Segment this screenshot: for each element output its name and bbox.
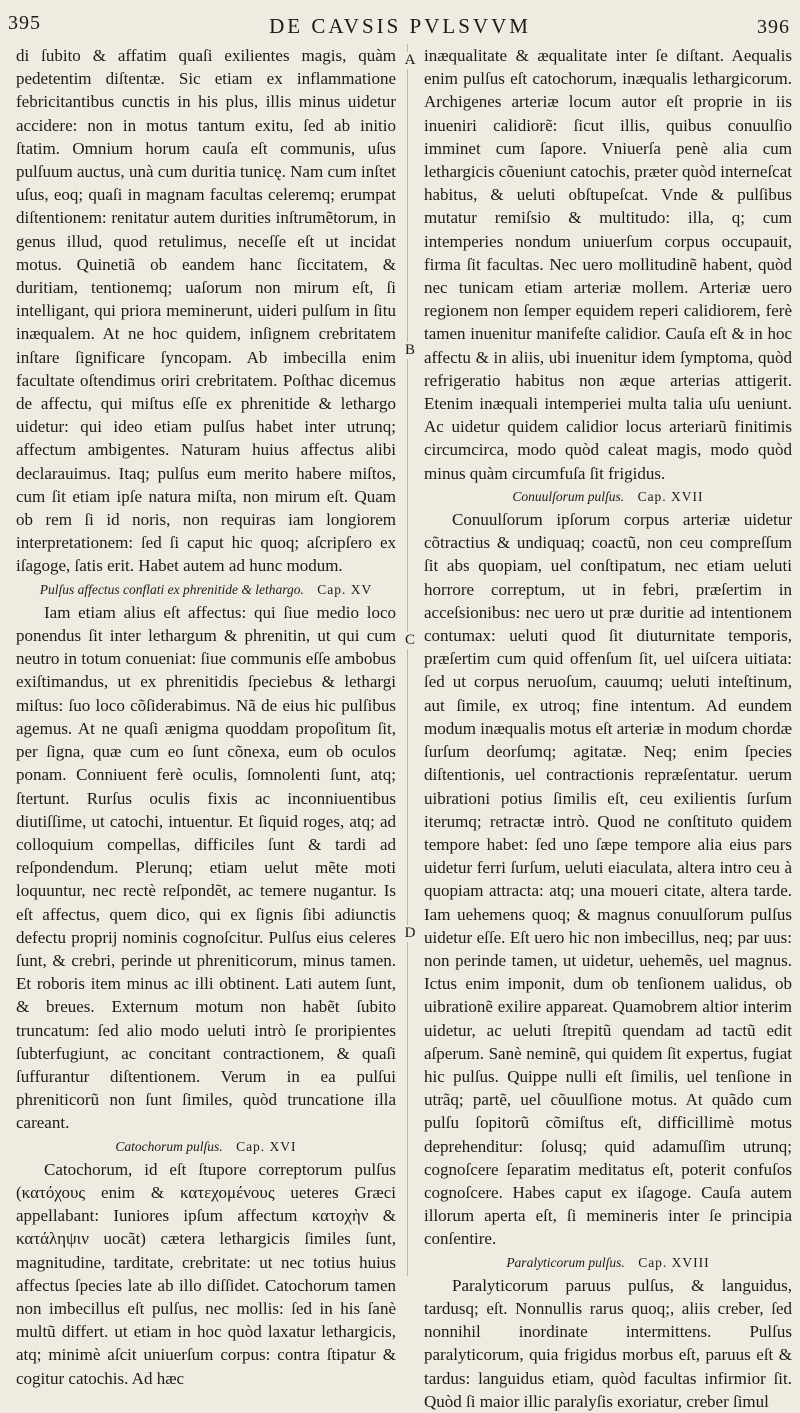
paragraph: Iam etiam alius eſt affectus: qui ſiue medio loco ponendus ſit inter lethargum & phrenitin, ut qui cum neutro in totum conueniat: ſiue communis eſſe ambobus exiſtimandus, ut ex phrenitidis ſpeciebus & lethargi miſtus: ſuo loco cõſiderabimus. Nã de eius hic pulſibus agemus. At ne quaſi ænigma quoddam propoſitum ſit, per ſigna, quæ cum eo ſunt cõnexa, eum ob oculos ponam. Conniuent ferè oculis, ſomnolenti ſunt, atq; ſtertunt. Rurſus oculis fixis ac inconniuentibus diutiſſime, ut catochi, intuentur. Et ſiquid roges, atq; ad colloquium compellas, difficiles ſunt & tardi ad reſpondendum. Plerunq; etiam uelut mẽte moti loquuntur, nec rectè reſpondẽt, ac temere nugantur. Is eſt affectus, quem dico, qui ex ſignis ſibi adiunctis defectu proprij nominis cognoſcitur. Pulſus eius celeres ſunt, & crebri, perinde ut phreniticorum, minus tamen. Et roboris item minus ac illi obtinent. Lati autem ſunt, & breues. Externum motum non habẽt ſubito truncatum: ſed alio modo ueluti intrò ſe proripientes ſubterfugiunt, ac concitant contractionem, & quaſi ſuffurantur diſtentionem. Verum in ea pulſui phreniticorũ non ſunt ſimiles, quòd truncatione illa careant. (16, 602, 396, 1133)
paragraph: Conuulſorum ipſorum corpus arteriæ uidetur cõtractius & undiquaq; coactũ, non ceu compreſſum ſit abs quopiam, uel conſtipatum, nec etiam ueluti horrore correptum, ut in febri, præſertim in acceſsionibus: nec uero ut præ duritie ad intentionem contumax: ueluti quod ſit diuturnitate temporis, præſertim cum quid offenſum ſit, uel uiſcera uitiata: ſed ut corpus neruoſum, cauumq; ueluti inteſtinum, aut ſimile, ex utroq; fine intentum. Ad eundem modum inæqualis motus eſt arteriæ in modum chordæ ſurſum deorſumq; agitatæ. Neq; enim ſpecies diſtentionis, uel contractionis repræſentatur. uerum uibrationi potius ſimilis eſt, ceu exilientis ſurſum iterumq; retractæ intrò. Quod ne conſtituto quidem tempore habet: ſed uno ſæpe tempore alia eius pars uidetur ferri ſurſum, ueluti eiaculata, altera intro ceu à quopiam attracta: atq; una moueri citate, altera tarde. Iam uehemens quoq; & magnus conuulſorum pulſus uidetur eſſe. Eſt uero hic non imbecillus, neq; par uus: non perinde tamen, ut uidetur, uehemẽs, uel magnus. Ictus enim imponit, dum ob tenſionem ualidus, ob uibrationẽ exilire appareat. Quamobrem altior interim uidetur, ac ueluti ſtrepitũ quendam ad tactũ edit aſperum. Sanè neminẽ, qui quidem ſit expertus, fugiat hic pulſus. Quippe nulli eſt ſimilis, uel tenſione in utrãq; partẽ, uel cõuulſione motus. At quãdo cum pulſu ſopitorũ cõmiſtus eſt, difficillimè motus deprehenditur: ſolusq; quid adamuſſim utrunq; cognoſcere ſeparatim meditatus eſt, poterit confuſos cognoſcere. Habes caput ex iſagoge. Cauſa autem illorum aperta eſt, ſi memineris inter ſe principia conſentire. (424, 510, 792, 1249)
chapter-title: Catochorum pulſus. (115, 1138, 223, 1154)
chapter-title: Pulſus affectus conflati ex phrenitide & lethargo. (39, 581, 304, 597)
chapter-heading (424, 1251, 792, 1274)
paragraph: Paralyticorum paruus pulſus, & languidus, tardusq; eſt. Nonnullis rarus quoq;, aliis creber, ſed nonnihil inordinate intermittens. Pulſus paralyticorum, quia frigidus morbus eſt, paruus eſt & tardus: languidus etiam, quòd facultas infirmior ſit. Quòd ſi maior illic paralyſis exoriatur, creber ſimul (424, 1275, 792, 1411)
paragraph: di ſubito & affatim quaſi exilientes magis, quàm pedetentim diſtentæ. Sic etiam ex inflammatione febricitantibus cunctis in his plus, illis minus uidetur accidere: non in motus tantum exitu, ſed ab initio ſtatim. Omnium horum cauſa eſt communis, uſus pulſuum auctus, unà cum duritia tunicę. Nam cum inſtet uſus, eoq; quaſi in magnam facultas celeremq; erumpat diſtentionem: renitatur autem durities inſtrumẽtorum, in genus illud, quod retulimus, neceſſe eſt ut incidat motus. Quinetiã ob eandem hanc ſiccitatem, & duritiam, tentionemq; uaſorum non mirum eſt, ſi intelligant, qui priora meminerunt, uideri pulſum in ſitu inæqualem. At ne hoc quidem, inſignem crebritatem inſtare ſignificare ſyncopam. Ab imbecilla enim facultate oſtendimus oriri crebritatem. Poſthac dicemus de affectu, qui miſtus eſſe ex phrenitide & lethargo uidetur: qui ideo etiam pulſus habet inter utrunq; affectum ambigentes. Naturam huius affectus alibi declarauimus. Itaq; pulſus eum merito habere miſtos, cum ſit etiam ipſe natura miſta, non mirum eſt. Quam ob rem ſi id noris, non requiras iam longiorem interpretationem: ſed ſi caput hic quoq; aſcripſero ex iſagoge, ſatis erit. Habet autem ad hunc modum. (16, 46, 396, 576)
page-header (0, 0, 800, 44)
margin-marker-b: B (404, 342, 415, 358)
paragraph: inæqualitate & æqualitate inter ſe diſtant. Aequalis enim pulſus eſt catochorum, inæqualis lethargicorum. Archigenes arteriæ locum autor eſt proprie in iis inueniri calidiorẽ: ſicut illis, quibus conuulſio imminet cum ſapore. Vniuerſa penè alia cum lethargicis cõueniunt catochis, præter quòd interneſcat habitus, & ueluti obſtupeſcat. Vnde & pulſibus mutatur remiſsio & multitudo: illa, q; cum intemperies nondum uniuerſum corpus occupauit, firma ſit facultas. Nec uero mollitudinẽ habent, quòd nec tunicam etiam arteriæ mollem. Arteriæ uero regionem non ſemper equidem reperi calidiorem, ferè tamen inuenitur manifeſte calidior. Cauſa eſt & in hoc affectu & in aliis, ubi inuenitur idem ſymptoma, quòd refrigeratio habitus non æque arterias attigerit. Etenim inæquali intemperiei multa talia uſu ueniunt. Ac uidetur quidem calidior locus arteriarũ finitimis circumcirca, modo quòd caleat magis, modo quòd minus quàm circumfuſa ſit frigidus. (424, 46, 792, 483)
column-divider (407, 44, 408, 1276)
paragraph: Catochorum, id eſt ſtupore correptorum pulſus (κατόχους enim & κατεχομένους ueteres Græci appellabant: Iuniores ipſum affectum κατοχὴν & κατάληψιν uocãt) cætera lethargicis ſimiles ſunt, magnitudine, tarditate, crebritate: ut nec totius huius affectus ſpecies late ab illo diſſidet. Catochorum tamen non imbecillus eſt pulſus, nec mollis: ſed in his ſanè multũ differt. ut etiam in hoc quòd laxatur lethargicis, atq; minimè aſcit uniuerſum corpus: contra ſtipatur & cogitur catochis. Ad hæc (16, 1159, 396, 1388)
chapter-title: Conuulſorum pulſus. (512, 488, 625, 504)
margin-marker-a: A (404, 52, 416, 68)
right-column (424, 44, 792, 1411)
chapter-number: Cap. XV (317, 581, 373, 597)
chapter-number: Cap. XVIII (638, 1254, 710, 1270)
margin-marker-c: C (404, 632, 415, 648)
margin-marker-d: D (404, 925, 416, 941)
running-title: DE CAVSIS PVLSVVM (269, 14, 531, 38)
chapter-heading (424, 485, 792, 508)
chapter-number: Cap. XVI (236, 1138, 297, 1154)
left-column (16, 44, 396, 1388)
chapter-heading (16, 1135, 396, 1158)
chapter-number: Cap. XVII (637, 488, 704, 504)
chapter-title: Paralyticorum pulſus. (506, 1254, 625, 1270)
page-number-right: 396 (757, 16, 790, 38)
chapter-heading (16, 578, 396, 601)
page-number-left: 395 (8, 12, 41, 34)
